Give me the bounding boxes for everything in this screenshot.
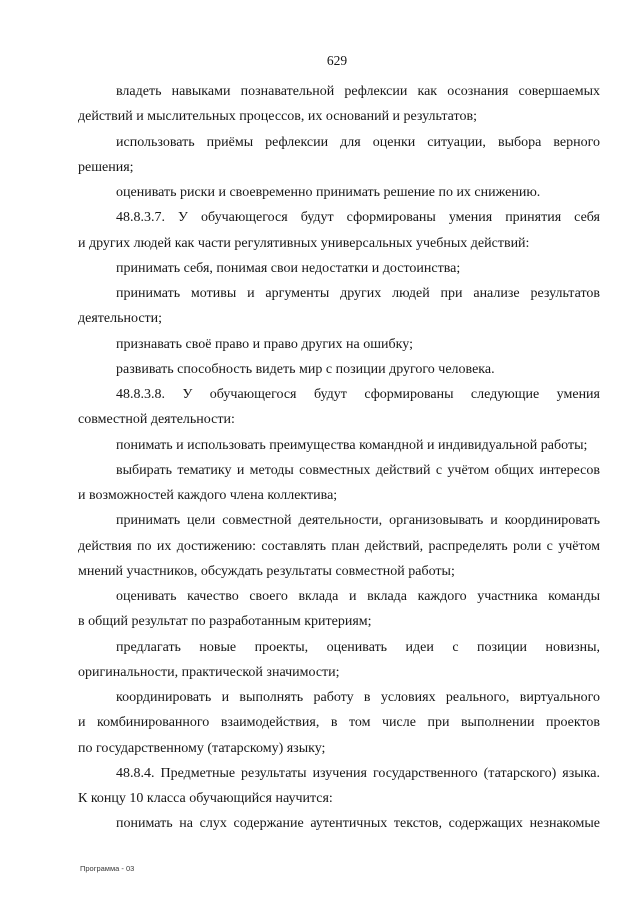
paragraph: [78, 508, 600, 584]
paragraph: [78, 357, 600, 382]
text-line: К концу 10 класса обучающийся научится:: [78, 791, 333, 806]
text-line: совместной деятельности:: [78, 412, 235, 428]
text-line: по государственному (татарскому) языку;: [78, 740, 326, 756]
text-line: мнений участников, обсуждать результаты совместной работы;: [78, 563, 455, 579]
footer-label: Программа - 03: [80, 864, 135, 873]
paragraph: [78, 685, 600, 761]
paragraph: [78, 79, 600, 130]
paragraph: [78, 130, 600, 181]
text-line: понимать и использовать преимущества командной и индивидуальной работы;: [116, 437, 588, 453]
text-line: и возможностей каждого члена коллектива;: [78, 488, 338, 503]
paragraph: [78, 458, 600, 509]
body-text: [78, 79, 600, 837]
text-line: развивать способность видеть мир с позиции другого человека.: [116, 361, 495, 377]
text-line: признавать своё право и право других на ошибку;: [116, 336, 413, 352]
text-line: понимать на слух содержание аутентичных текстов, содержащих незнакомые: [116, 816, 600, 832]
text-line: оценивать риски и своевременно принимать решение по их снижению.: [116, 185, 541, 200]
text-line: принимать себя, понимая свои недостатки и достоинства;: [116, 260, 461, 276]
text-line: принимать мотивы и аргументы других людей при анализе результатов: [116, 286, 600, 301]
text-line: принимать цели совместной деятельности, организовывать и координировать: [116, 513, 600, 529]
text-line: 48.8.4. Предметные результаты изучения государственного (татарского) языка.: [116, 765, 600, 781]
text-line: 48.8.3.8. У обучающегося будут сформированы следующие умения: [116, 387, 600, 402]
paragraph: [78, 811, 600, 836]
text-line: оригинальности, практической значимости;: [78, 664, 340, 680]
text-line: координировать и выполнять работу в условиях реального, виртуального: [116, 690, 600, 705]
paragraph: [78, 256, 600, 281]
text-line: решения;: [78, 159, 134, 175]
paragraph: [78, 180, 600, 205]
text-line: использовать приёмы рефлексии для оценки ситуации, выбора верного: [116, 134, 600, 150]
page-number: 629: [326, 53, 348, 68]
paragraph: [78, 281, 600, 332]
paragraph: [78, 205, 600, 256]
paragraph: [78, 635, 600, 686]
text-line: действия по их достижению: составлять план действий, распределять роли с учётом: [78, 538, 600, 554]
text-line: предлагать новые проекты, оценивать идеи с позиции новизны,: [116, 639, 600, 655]
text-line: в общий результат по разработанным критериям;: [78, 614, 372, 630]
text-line: оценивать качество своего вклада и вклада каждого участника команды: [116, 589, 600, 604]
text-line: владеть навыками познавательной рефлексии как осознания совершаемых: [116, 84, 600, 99]
paragraph: [78, 332, 600, 357]
text-line: выбирать тематику и методы совместных действий с учётом общих интересов: [116, 462, 600, 478]
paragraph: [78, 382, 600, 433]
paragraph: [78, 584, 600, 635]
paragraph: [78, 433, 600, 458]
text-line: деятельности;: [78, 311, 163, 327]
text-line: и других людей как части регулятивных универсальных учебных действий:: [78, 235, 530, 251]
text-line: действий и мыслительных процессов, их оснований и результатов;: [78, 109, 477, 125]
text-line: 48.8.3.7. У обучающегося будут сформированы умения принятия себя: [116, 210, 600, 226]
paragraph: [78, 761, 600, 812]
text-line: и комбинированного взаимодействия, в том числе при выполнении проектов: [78, 715, 600, 731]
